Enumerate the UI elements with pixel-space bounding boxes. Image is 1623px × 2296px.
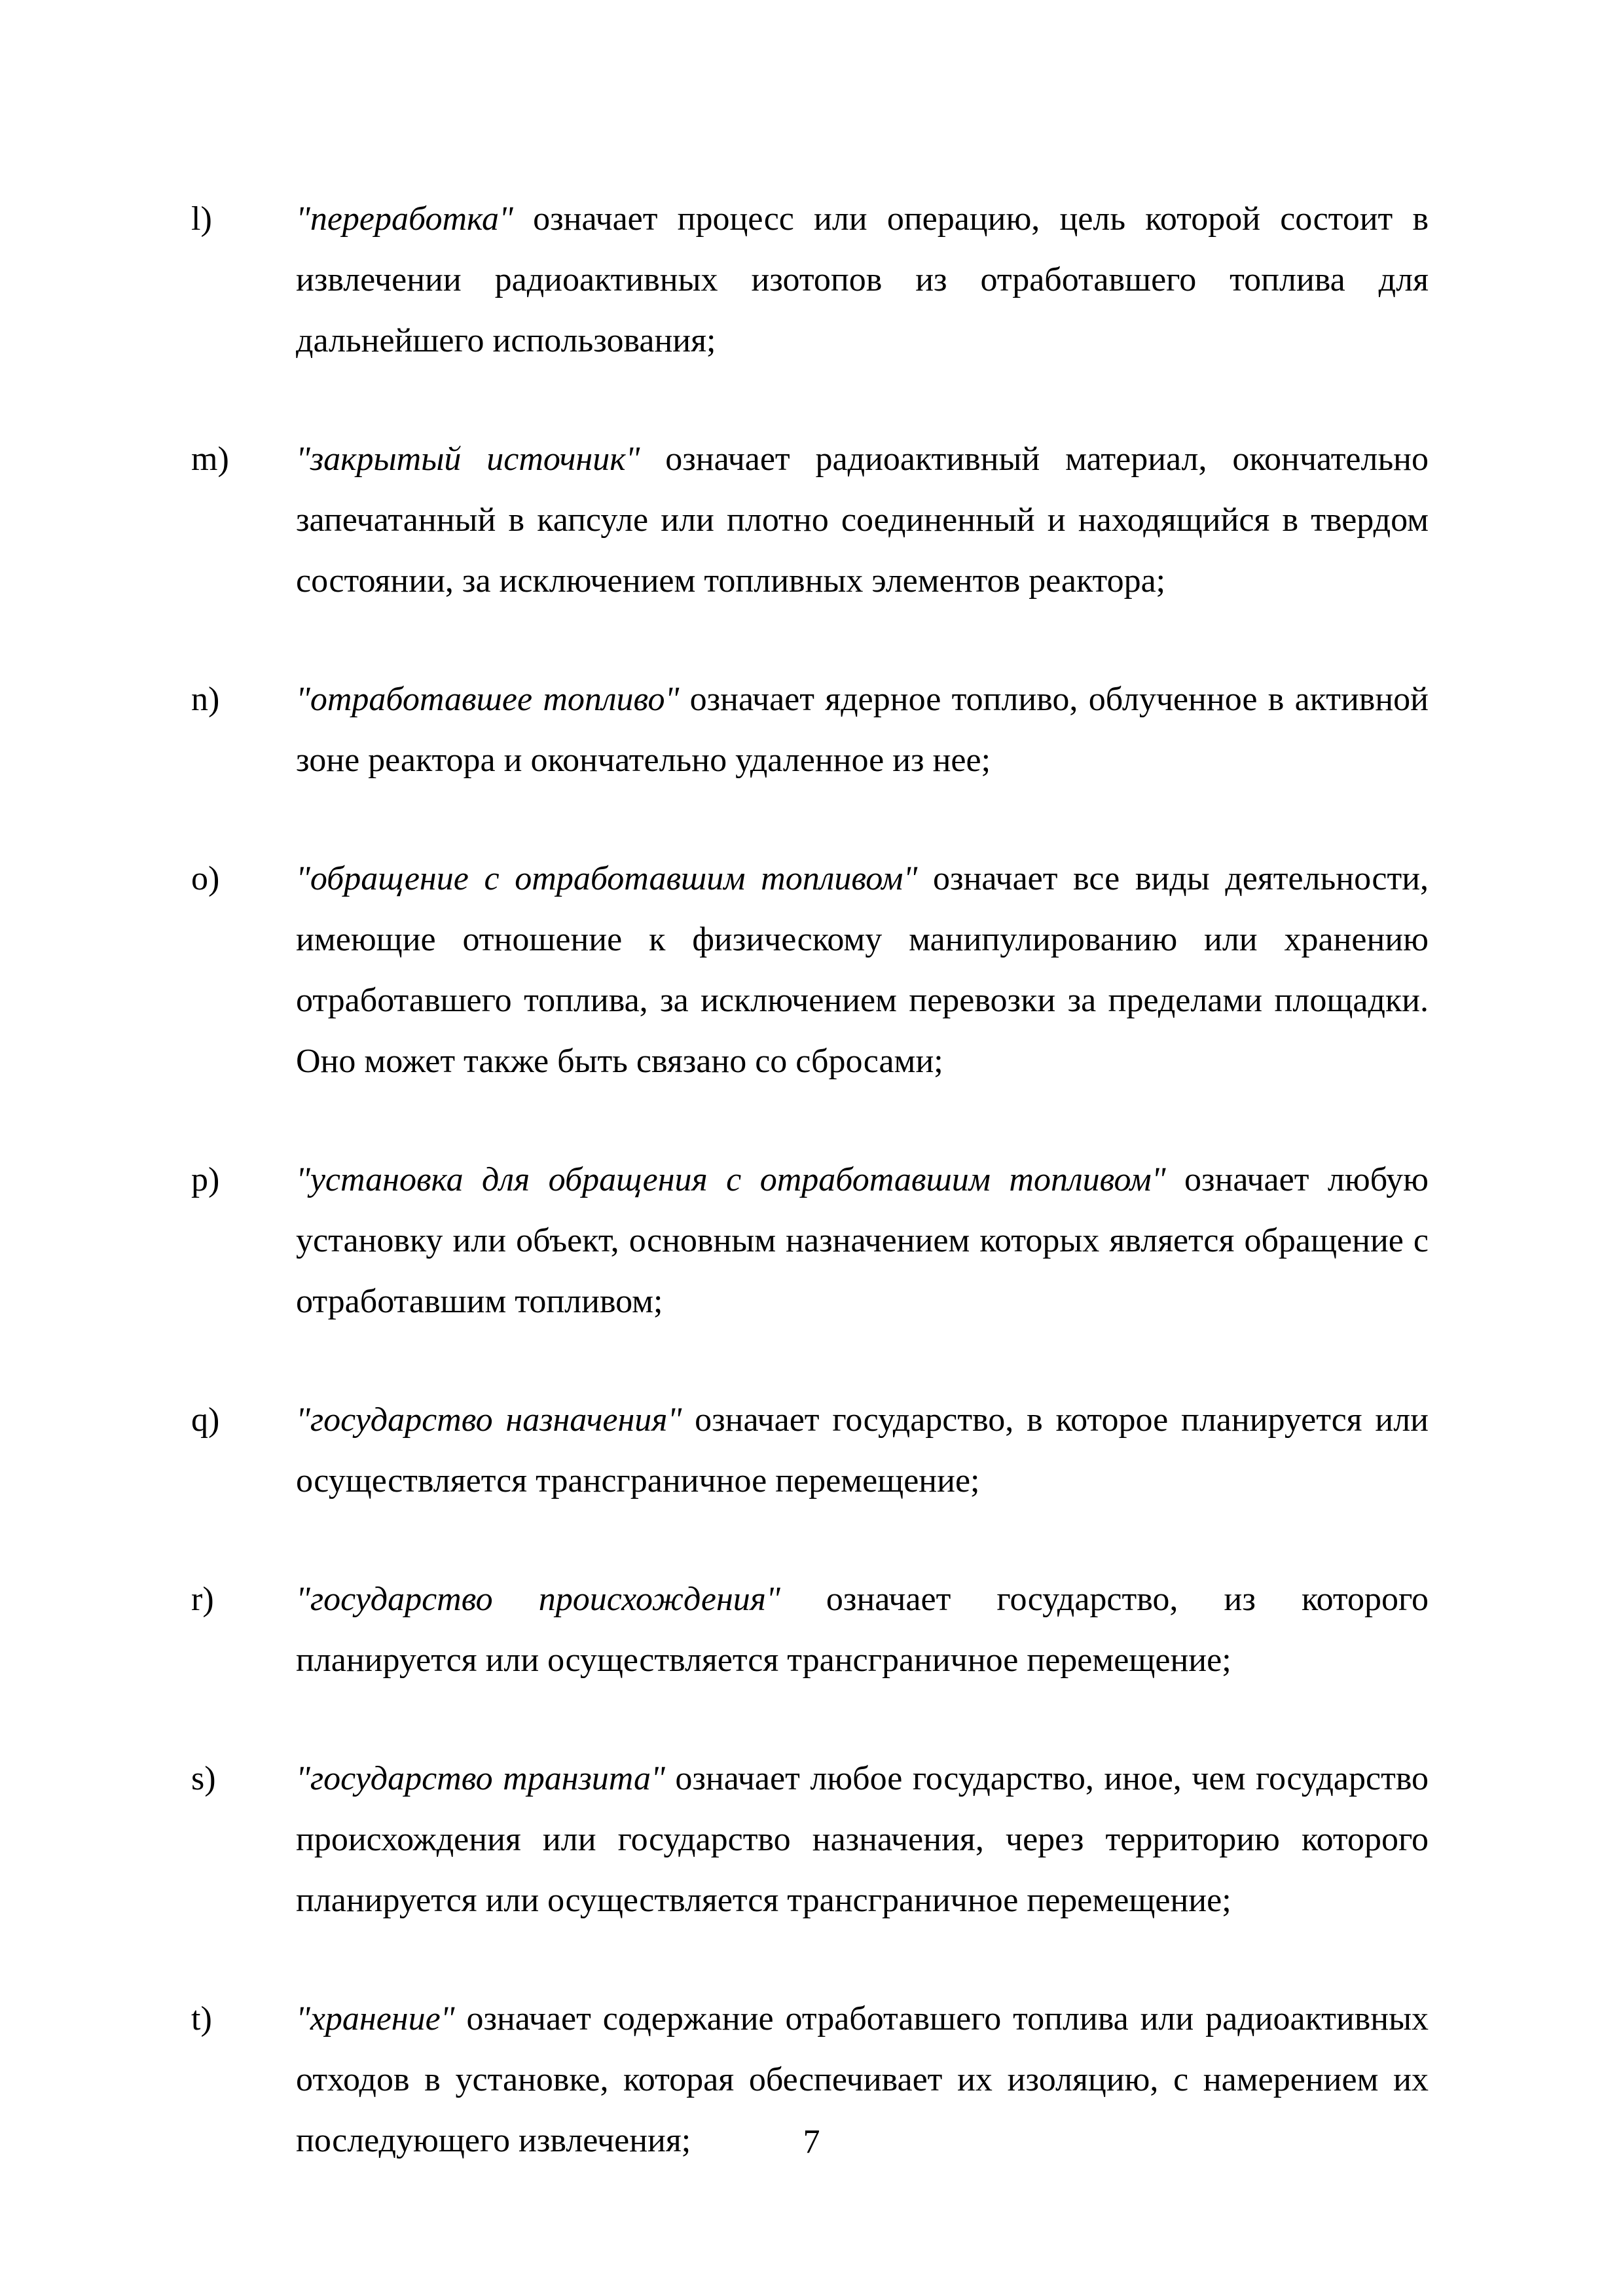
definition-body [296,1748,1429,1931]
definition-body [296,429,1429,611]
definition-body [296,1390,1429,1511]
definition-item [191,1390,1429,1511]
definition-body [296,188,1429,371]
definition-term: "обращение с отработавшим топливом" [296,860,918,897]
definition-text: означает процесс или операцию, цель которой состоит в извлечении радиоактивных изотопов из отработавшего топлива для дальнейшего использования; [296,200,1429,359]
definition-label: l) [191,200,212,238]
definition-term: "отработавшее топливо" [296,681,680,718]
definition-body [296,1149,1429,1332]
definition-item [191,1569,1429,1691]
definition-text: означает государство, из которого планируется или осуществляется трансграничное перемещение; [296,1581,1429,1679]
definition-item [191,848,1429,1092]
definition-item [191,429,1429,611]
definition-text: означает содержание отработавшего топлива или радиоактивных отходов в установке, которая обеспечивает их изоляцию, с намерением их последующего извлечения; [296,2000,1429,2159]
definition-item [191,669,1429,791]
definition-text: означает государство, в которое планируется или осуществляется трансграничное перемещение; [296,1401,1429,1499]
definition-term: "переработка" [296,200,513,238]
definition-label: n) [191,681,220,718]
definition-item [191,188,1429,371]
definition-text: означает радиоактивный материал, окончательно запечатанный в капсуле или плотно соединенный и находящийся в твердом состоянии, за исключением топливных элементов реактора; [296,440,1429,600]
definition-label: m) [191,440,229,478]
definition-label: p) [191,1161,220,1198]
definition-body [296,1569,1429,1691]
definition-item [191,1149,1429,1332]
definitions-list [191,188,1429,2171]
definition-term: "установка для обращения с отработавшим топливом" [296,1161,1166,1198]
definition-label: s) [191,1760,216,1797]
definition-label: o) [191,860,220,897]
definition-text: означает любое государство, иное, чем государство происхождения или государство назначения, через территорию которого планируется или осуществляется трансграничное перемещение; [296,1760,1429,1919]
definition-body [296,848,1429,1092]
definition-term: "государство назначения" [296,1401,682,1439]
definition-item [191,1748,1429,1931]
definition-label: q) [191,1401,220,1439]
definition-body [296,669,1429,791]
definition-text: означает ядерное топливо, облученное в активной зоне реактора и окончательно удаленное из нее; [296,681,1429,779]
definition-label: r) [191,1581,214,1618]
definition-text: означает любую установку или объект, основным назначением которых является обращение с отработавшим топливом; [296,1161,1429,1320]
definition-term: "государство происхождения" [296,1581,780,1618]
definition-term: "государство транзита" [296,1760,665,1797]
definition-text: означает все виды деятельности, имеющие отношение к физическому манипулированию или хранению отработавшего топлива, за исключением перевозки за пределами площадки. Оно может также быть связано со сбросами; [296,860,1429,1080]
definition-term: "закрытый источник" [296,440,640,478]
definition-label: t) [191,2000,212,2037]
definition-term: "хранение" [296,2000,455,2037]
page-number: 7 [803,2123,820,2161]
